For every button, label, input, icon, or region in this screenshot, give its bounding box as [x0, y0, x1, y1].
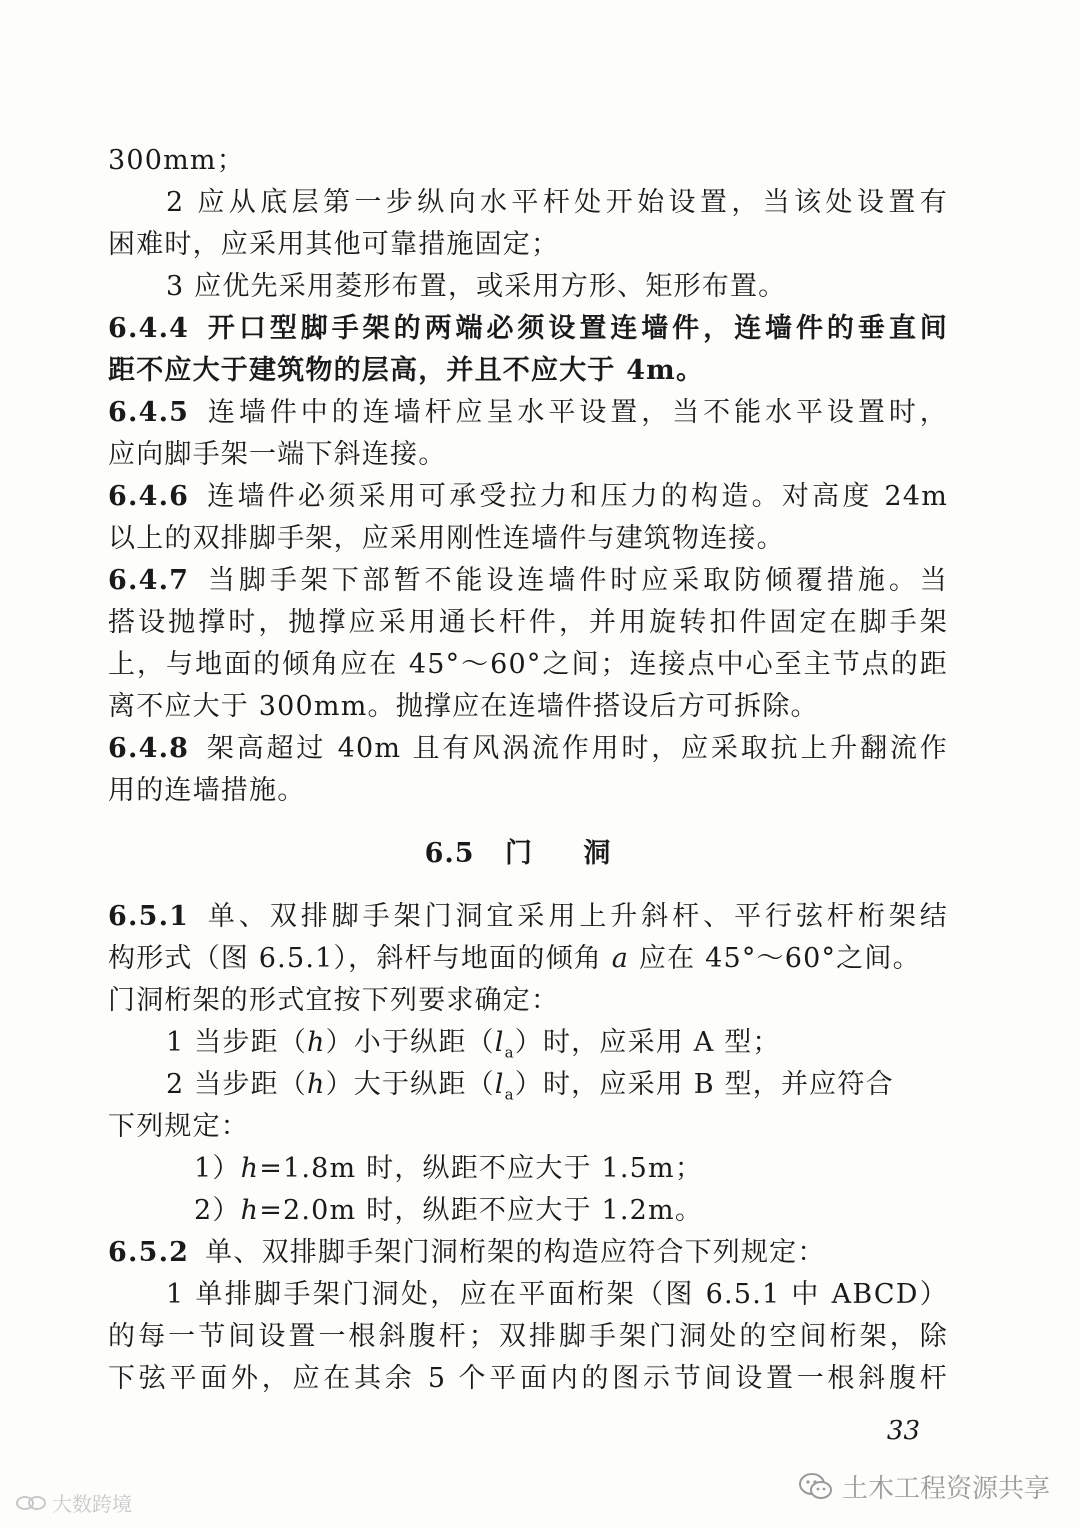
text-span: 1） — [194, 1153, 241, 1184]
section-number: 6.5 — [424, 838, 475, 869]
text-line: 以上的双排脚手架，应采用刚性连墙件与建筑物连接。 — [108, 523, 785, 554]
subscript: a — [504, 1085, 515, 1104]
watermark-text: 大数跨境 — [52, 1492, 132, 1516]
sub-item — [108, 1148, 948, 1190]
clause-text: 单、双排脚手架门洞宜采用上升斜杆、平行弦杆桁架结 — [205, 901, 948, 932]
text-line — [108, 938, 948, 980]
text-line: 困难时，应采用其他可靠措施固定； — [108, 229, 560, 260]
clause-6-4-5 — [108, 392, 948, 434]
clause-6-5-1 — [108, 896, 948, 938]
clause-text: 连墙件中的连墙杆应呈水平设置，当不能水平设置时， — [205, 397, 948, 428]
section-title-char: 洞 — [583, 838, 612, 869]
text-span: 2 当步距（ — [166, 1069, 307, 1100]
text-line: 3 应优先采用菱形布置，或采用方形、矩形布置。 — [166, 271, 787, 302]
text-line: 离不应大于 300mm。抛撑应在连墙件搭设后方可拆除。 — [108, 691, 819, 722]
clause-text: 单、双排脚手架门洞桁架的构造应符合下列规定： — [205, 1237, 826, 1268]
variable: a — [611, 943, 630, 974]
text-line: 上，与地面的倾角应在 45°～60°之间；连接点中心至主节点的距 — [108, 649, 948, 680]
page-number: 33 — [886, 1416, 920, 1446]
text-span: 2） — [194, 1195, 241, 1226]
text-line: 300mm； — [108, 145, 245, 176]
watermark-left — [14, 1488, 132, 1517]
text-line: 用的连墙措施。 — [108, 775, 306, 806]
section-title-char: 门 — [504, 838, 533, 869]
clause-number: 6.4.8 — [108, 733, 190, 764]
clause-number: 6.4.4 — [108, 313, 190, 344]
clause-6-4-7 — [108, 560, 948, 602]
variable: h — [306, 1069, 326, 1100]
clause-text: 连墙件必须采用可承受拉力和压力的构造。对高度 24m — [205, 481, 948, 512]
clause-6-4-6 — [108, 476, 948, 518]
clause-number: 6.4.7 — [108, 565, 190, 596]
text-line: 距不应大于建筑物的层高，并且不应大于 4m。 — [108, 355, 705, 386]
text-line: 下弦平面外，应在其余 5 个平面内的图示节间设置一根斜腹杆 — [108, 1363, 948, 1394]
text-line: 的每一节间设置一根斜腹杆；双排脚手架门洞处的空间桁架，除 — [108, 1321, 948, 1352]
text-line: 搭设抛撑时，抛撑应采用通长杆件，并用旋转扣件固定在脚手架 — [108, 607, 948, 638]
text-span: ）大于纵距（ — [325, 1069, 495, 1100]
text-line: 下列规定： — [108, 1111, 249, 1142]
text-span: ）时，应采用 B 型，并应符合 — [514, 1069, 894, 1100]
chain-icon — [14, 1492, 48, 1514]
clause-6-4-8 — [108, 728, 948, 770]
list-item — [108, 1064, 948, 1106]
wechat-icon — [798, 1471, 834, 1503]
watermark-text: 土木工程资源共享 — [841, 1474, 1050, 1504]
text-span: 应在 45°～60°之间。 — [638, 943, 921, 974]
clause-text: 开口型脚手架的两端必须设置连墙件，连墙件的垂直间 — [205, 313, 948, 344]
text-line: 2 应从底层第一步纵向水平杆处开始设置，当该处设置有 — [166, 187, 948, 218]
text-span: =1.8m 时，纵距不应大于 1.5m； — [259, 1153, 704, 1184]
text-span: 构形式（图 6.5.1），斜杆与地面的倾角 — [108, 943, 602, 974]
subscript: a — [504, 1043, 515, 1062]
clause-6-5-2 — [108, 1232, 948, 1274]
text-span: ）时，应采用 A 型； — [514, 1027, 781, 1058]
variable: h — [240, 1153, 260, 1184]
text-span: 1 当步距（ — [166, 1027, 307, 1058]
variable: h — [240, 1195, 260, 1226]
clause-text: 架高超过 40m 且有风涡流作用时，应采取抗上升翻流作 — [205, 733, 948, 764]
clause-6-4-4 — [108, 308, 948, 350]
text-line: 1 单排脚手架门洞处，应在平面桁架（图 6.5.1 中 ABCD） — [166, 1279, 948, 1310]
section-heading — [108, 812, 948, 896]
variable: l — [494, 1069, 505, 1100]
clause-number: 6.4.6 — [108, 481, 190, 512]
clause-number: 6.5.1 — [108, 901, 190, 932]
variable: h — [306, 1027, 326, 1058]
text-line: 门洞桁架的形式宜按下列要求确定： — [108, 985, 560, 1016]
clause-text: 当脚手架下部暂不能设连墙件时应采取防倾覆措施。当 — [205, 565, 948, 596]
text-line: 应向脚手架一端下斜连接。 — [108, 439, 447, 470]
list-item — [108, 1022, 948, 1064]
text-span: ）小于纵距（ — [325, 1027, 495, 1058]
document-body — [108, 140, 948, 1400]
clause-number: 6.4.5 — [108, 397, 190, 428]
watermark-right — [798, 1468, 1050, 1505]
text-span: =2.0m 时，纵距不应大于 1.2m。 — [259, 1195, 704, 1226]
variable: l — [494, 1027, 505, 1058]
sub-item — [108, 1190, 948, 1232]
clause-number: 6.5.2 — [108, 1237, 190, 1268]
